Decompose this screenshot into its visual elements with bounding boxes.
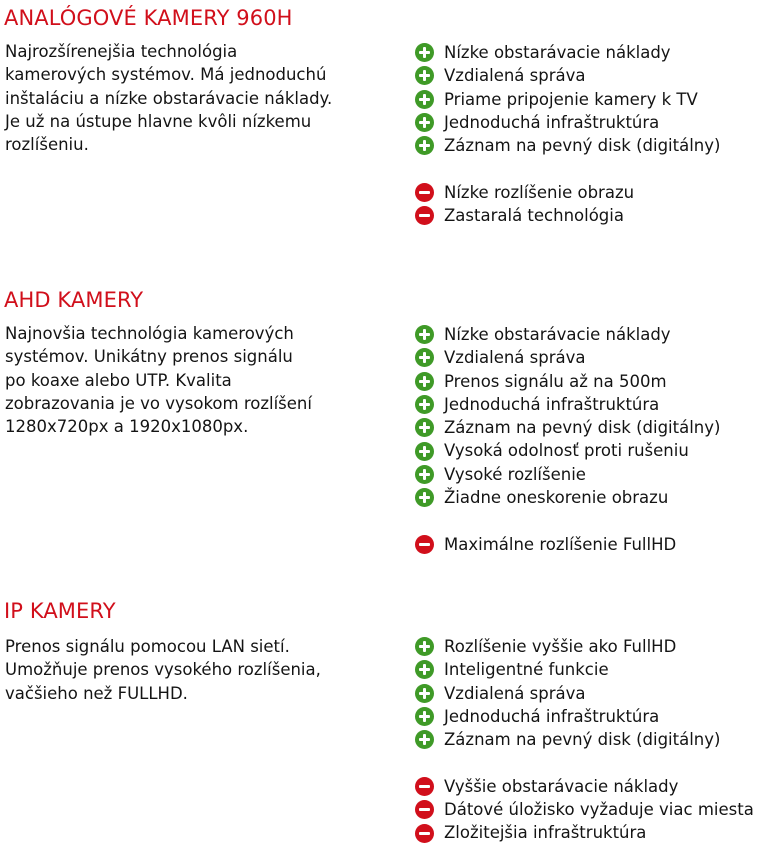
pro-text: Záznam na pevný disk (digitálny) <box>444 136 721 156</box>
plus-icon <box>415 465 434 484</box>
con-item <box>415 798 754 821</box>
pro-item <box>415 64 720 87</box>
plus-icon <box>415 43 434 62</box>
pro-text: Nízke obstarávacie náklady <box>444 43 671 62</box>
plus-icon <box>415 136 434 155</box>
plus-icon <box>415 707 434 726</box>
con-text: Vyššie obstarávacie náklady <box>444 776 679 796</box>
minus-icon <box>415 777 434 796</box>
pro-text: Vzdialená správa <box>444 348 586 368</box>
pro-text: Jednoduchá infraštruktúra <box>444 394 660 414</box>
plus-icon <box>415 66 434 85</box>
minus-icon <box>415 824 434 843</box>
section-description <box>5 322 405 438</box>
pro-text: Vzdialená správa <box>444 683 586 703</box>
plus-icon <box>415 372 434 391</box>
list-spacer <box>415 509 720 532</box>
pro-item <box>415 635 754 658</box>
pro-text: Vzdialená správa <box>444 66 586 86</box>
con-item <box>415 775 754 798</box>
description-line: zobrazovania je vo vysokom rozlíšení <box>5 393 312 413</box>
plus-icon <box>415 418 434 437</box>
pro-item <box>415 323 720 346</box>
list-spacer <box>415 157 720 180</box>
description-line: Prenos signálu pomocou LAN sietí. <box>5 637 290 656</box>
pro-text: Rozlíšenie vyššie ako FullHD <box>444 637 677 656</box>
con-text: Zložitejšia infraštruktúra <box>444 823 647 843</box>
con-item <box>415 533 720 556</box>
plus-icon <box>415 90 434 109</box>
pro-item <box>415 416 720 439</box>
section-description <box>5 40 405 156</box>
pro-text: Vysoké rozlíšenie <box>444 464 586 484</box>
pro-text: Záznam na pevný disk (digitálny) <box>444 730 721 750</box>
description-line: Najrozšírenejšia technológia <box>5 42 238 61</box>
description-line: rozlíšeniu. <box>5 135 89 155</box>
pros-cons-list <box>415 323 720 556</box>
con-item <box>415 204 720 227</box>
plus-icon <box>415 442 434 461</box>
pro-text: Jednoduchá infraštruktúra <box>444 706 660 726</box>
section-title: IP KAMERY <box>4 599 116 623</box>
plus-icon <box>415 488 434 507</box>
pro-text: Žiadne oneskorenie obrazu <box>444 488 669 508</box>
con-text: Dátové úložisko vyžaduje viac miesta <box>444 800 754 820</box>
con-text: Maximálne rozlíšenie FullHD <box>444 534 677 554</box>
description-line: 1280x720px a 1920x1080px. <box>5 417 249 437</box>
pro-text: Nízke obstarávacie náklady <box>444 325 671 344</box>
plus-icon <box>415 684 434 703</box>
pro-text: Inteligentné funkcie <box>444 660 609 680</box>
plus-icon <box>415 730 434 749</box>
pro-text: Záznam na pevný disk (digitálny) <box>444 418 721 438</box>
pro-item <box>415 658 754 681</box>
description-line: Je už na ústupe hlavne kvôli nízkemu <box>5 111 312 131</box>
pro-text: Vysoká odolnosť proti rušeniu <box>444 441 689 461</box>
minus-icon <box>415 206 434 225</box>
section-description <box>5 635 405 705</box>
description-line: vačšieho než FULLHD. <box>5 683 188 703</box>
con-text: Nízke rozlíšenie obrazu <box>444 182 635 202</box>
pro-text: Priame pripojenie kamery k TV <box>444 89 698 109</box>
con-item <box>415 821 754 844</box>
section-title: AHD KAMERY <box>4 288 144 312</box>
description-line: po koaxe alebo UTP. Kvalita <box>5 370 232 390</box>
section-title: ANALÓGOVÉ KAMERY 960H <box>4 6 293 30</box>
pro-item <box>415 370 720 393</box>
pro-text: Jednoduchá infraštruktúra <box>444 112 660 132</box>
plus-icon <box>415 113 434 132</box>
pro-item <box>415 705 754 728</box>
pro-item <box>415 134 720 157</box>
pros-cons-list <box>415 41 720 227</box>
pro-item <box>415 463 720 486</box>
pros-cons-list <box>415 635 754 845</box>
description-line: systémov. Unikátny prenos signálu <box>5 347 293 367</box>
plus-icon <box>415 325 434 344</box>
minus-icon <box>415 800 434 819</box>
pro-item <box>415 439 720 462</box>
description-line: kamerových systémov. Má jednoduchú <box>5 65 327 85</box>
con-text: Zastaralá technológia <box>444 206 624 226</box>
pro-item <box>415 346 720 369</box>
description-line: Umožňuje prenos vysokého rozlíšenia, <box>5 660 321 680</box>
pro-item <box>415 682 754 705</box>
description-line: inštaláciu a nízke obstarávacie náklady. <box>5 88 333 108</box>
pro-item <box>415 111 720 134</box>
minus-icon <box>415 183 434 202</box>
list-spacer <box>415 751 754 774</box>
plus-icon <box>415 348 434 367</box>
plus-icon <box>415 660 434 679</box>
pro-item <box>415 728 754 751</box>
pro-text: Prenos signálu až na 500m <box>444 371 667 391</box>
pro-item <box>415 41 720 64</box>
minus-icon <box>415 535 434 554</box>
plus-icon <box>415 637 434 656</box>
plus-icon <box>415 395 434 414</box>
pro-item <box>415 486 720 509</box>
pro-item <box>415 88 720 111</box>
pro-item <box>415 393 720 416</box>
con-item <box>415 181 720 204</box>
description-line: Najnovšia technológia kamerových <box>5 324 294 343</box>
